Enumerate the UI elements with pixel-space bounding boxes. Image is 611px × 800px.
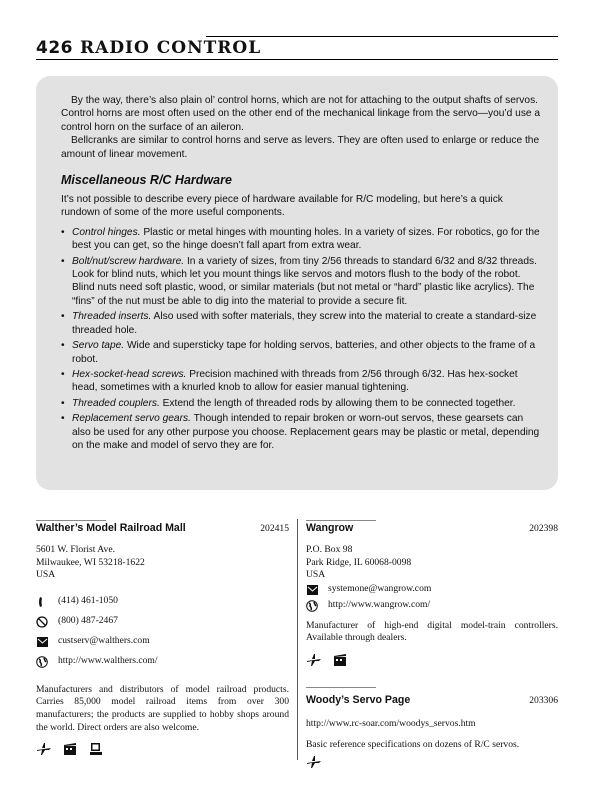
tollfree-value: (800) 487-2467: [58, 615, 118, 627]
column-divider: [297, 519, 298, 760]
address-line: P.O. Box 98: [306, 544, 353, 555]
lead-paragraph: It’s not possible to describe every piece of hardware available for R/C modeling, but here’s a quick rundown of some of the more useful components.: [61, 194, 503, 219]
aircraft-icon: [306, 755, 322, 769]
globe-icon: [36, 656, 52, 668]
entry-name: Wangrow: [306, 522, 354, 534]
computer-icon: [88, 742, 104, 756]
email-icon: [306, 584, 322, 596]
box-heading: Miscellaneous R/C Hardware: [61, 173, 232, 188]
phone-icon: [36, 596, 52, 608]
category-icons: [306, 755, 558, 769]
entry-rule: [36, 520, 106, 521]
globe-icon: [306, 600, 322, 612]
list-item: • Servo tape. Wide and supersticky tape for holding servos, batteries, and other objects to the frame of a robot.: [61, 339, 541, 366]
address-line: 5601 W. Florist Ave.: [36, 544, 115, 555]
header-underline: [36, 59, 558, 60]
category-icons: [306, 653, 558, 667]
list-item: • Replacement servo gears. Though intended to repair broken or worn-out servos, these gearsets can also be used for any other purpose you choose. Replacement gears may be plastic or metal, depending on the make and model of servo they are for.: [61, 412, 541, 452]
page-header: [36, 38, 558, 58]
category-icons: [36, 742, 289, 756]
list-item: • Hex-socket-head screws. Precision machined with threads from 2/56 through 6/32. Has hex-socket head, sometimes with a knurled knob to allow for easier manual tightening.: [61, 368, 541, 395]
entry-name: Woody’s Servo Page: [306, 693, 411, 706]
email-row: [306, 582, 558, 598]
film-icon: [332, 653, 348, 667]
entry-name: Walther’s Model Railroad Mall: [36, 522, 186, 534]
email-row: [36, 634, 289, 650]
web-link[interactable]: http://www.rc-soar.com/woodys_servos.htm: [306, 717, 476, 729]
entry-rule: [306, 687, 376, 688]
entry-description: Manufacturers and distributors of model railroad products. Carries 85,000 model railroad items from over 300 manufacturers; the products are supplied to hobby shops around the world. Direct orders are also welcome.: [36, 683, 289, 733]
address-line: USA: [36, 569, 56, 581]
entry-description: Manufacturer of high-end digital model-train controllers. Available through dealers.: [306, 619, 558, 644]
entry-code: 202415: [260, 523, 289, 534]
web-link[interactable]: http://www.walthers.com/: [58, 655, 158, 667]
email-icon: [36, 636, 52, 648]
entry-code: 202398: [529, 523, 558, 534]
web-link[interactable]: http://www.wangrow.com/: [328, 599, 431, 611]
tollfree-row: [36, 614, 289, 630]
woodys-entry: [306, 694, 558, 708]
sidebar-box: [36, 76, 558, 490]
header-rule: [206, 36, 558, 37]
address-line: USA: [306, 569, 326, 581]
list-item: • Bolt/nut/screw hardware. In a variety of sizes, from tiny 2/56 threads to standard 6/32 and 8/32 threads. Look for blind nuts, which let you mount things like servos and motors flush to the body of the robot. Blind nuts need soft plastic, wood, or similar materials (but not metal or “hard” plastic like acrylics). The “fins” of the nut must be able to dig into the material to provide a secure fit.: [61, 255, 541, 309]
entry-description: Basic reference specifications on dozens of R/C servos.: [306, 738, 520, 750]
address-line: Park Ridge, IL 60068-0098: [306, 556, 412, 568]
intro-paragraph-1: By the way, there’s also plain ol’ control horns, which are not for attaching to the output shafts of servos. Control horns are most often used on the other end of the mechanical linkage from the servo—you’d use a control horn on the surface of an aileron.: [61, 95, 541, 133]
hardware-list: [61, 226, 541, 453]
address-line: Milwaukee, WI 53218-1622: [36, 556, 145, 568]
film-icon: [62, 742, 78, 756]
list-item: • Threaded inserts. Also used with softer materials, they screw into the material to create a standard-size threaded hole.: [61, 310, 541, 337]
aircraft-icon: [36, 742, 52, 756]
aircraft-icon: [306, 653, 322, 667]
entry-rule: [306, 520, 376, 521]
email-value[interactable]: systemone@wangrow.com: [328, 583, 432, 595]
email-value[interactable]: custserv@walthers.com: [58, 635, 150, 647]
list-item: • Control hinges. Plastic or metal hinges with mounting holes. In a variety of sizes. For robotics, go for the best you can get, so the hinge doesn’t fall apart from extra wear.: [61, 226, 541, 253]
section-title: RADIO CONTROL: [80, 38, 262, 58]
address-block: [36, 544, 289, 582]
phone-row: [36, 594, 289, 610]
address-block: [306, 544, 558, 582]
phone-value: (414) 461-1050: [58, 595, 118, 607]
entry-code: 203306: [529, 694, 558, 706]
toll-free-icon: [36, 616, 52, 628]
wangrow-entry: [306, 522, 558, 769]
web-row: [36, 654, 289, 670]
page-number: 426: [36, 38, 73, 58]
intro-paragraph-2: Bellcranks are similar to control horns and serve as levers. They are often used to enlarge or reduce the amount of linear movement.: [61, 135, 540, 160]
web-row: [306, 598, 558, 614]
walthers-entry: [36, 522, 289, 756]
list-item: • Threaded couplers. Extend the length of threaded rods by allowing them to be connected together.: [61, 397, 541, 410]
